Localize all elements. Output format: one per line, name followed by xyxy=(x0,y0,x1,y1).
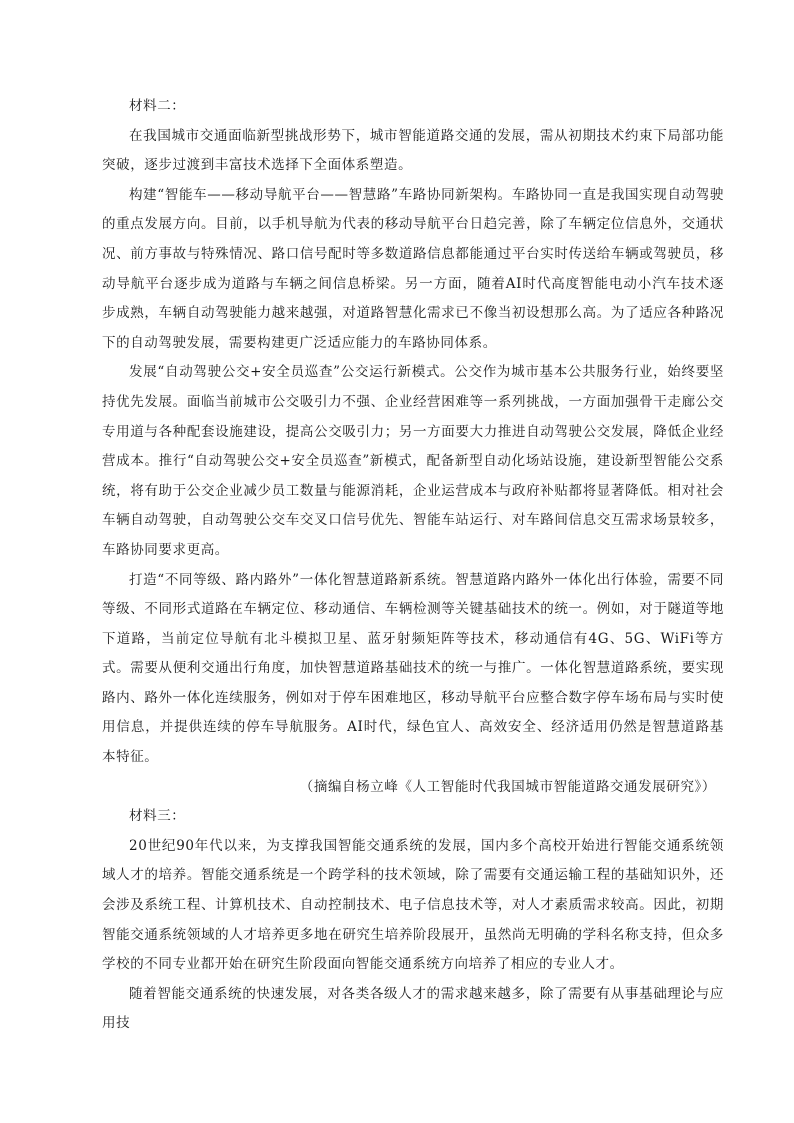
material2-paragraph-4: 打造“不同等级、路内路外”一体化智慧道路新系统。智慧道路内路外一体化出行体验，需要不同等级、不同形式道路在车辆定位、移动通信、车辆检测等关键基础技术的统一。例如，对于隧道等地下道路，当前定位导航有北斗模拟卫星、蓝牙射频矩阵等技术，移动通信有4G、5G、WiFi等方式。需要从便利交通出行角度，加快智慧道路基础技术的统一与推广。一体化智慧道路系统，要实现路内、路外一体化连续服务，例如对于停车困难地区，移动导航平台应整合数字停车场布局与实时使用信息，并提供连续的停车导航服务。AI时代，绿色宜人、高效安全、经济适用仍然是智慧道路基本特征。 xyxy=(102,571,724,766)
material3-heading: 材料三： xyxy=(129,808,186,825)
material3-paragraph-1: 20世纪90年代以来，为支撑我国智能交通系统的发展，国内多个高校开始进行智能交通系统领域人才的培养。智能交通系统是一个跨学科的技术领域，除了需要有交通运输工程的基础知识外，还会涉及系统工程、计算机技术、自动控制技术、电子信息技术等，对人才素质需求较高。因此，初期智能交通系统领域的人才培养更多地在研究生培养阶段展开，虽然尚无明确的学科名称支持，但众多学校的不同专业都开始在研究生阶段面向智能交通系统方向培养了相应的专业人才。 xyxy=(102,837,724,973)
material3-paragraph-2: 随着智能交通系统的快速发展，对各类各级人才的需求越来越多，除了需要有从事基础理论与应用技 xyxy=(102,985,724,1032)
document-page xyxy=(102,92,724,1039)
material2-paragraph-2: 构建“智能车——移动导航平台——智慧路”车路协同新架构。车路协同一直是我国实现自动驾驶的重点发展方向。目前，以手机导航为代表的移动导航平台日趋完善，除了车辆定位信息外，交通状况、前方事故与特殊情况、路口信号配时等多数道路信息都能通过平台实时传送给车辆或驾驶员，移动导航平台逐步成为道路与车辆之间信息桥梁。另一方面，随着AI时代高度智能电动小汽车技术逐步成熟，车辆自动驾驶能力越来越强，对道路智慧化需求已不像当初设想那么高。为了适应各种路况下的自动驾驶发展，需要构建更广泛适应能力的车路协同体系。 xyxy=(102,186,724,351)
material2-paragraph-1: 在我国城市交通面临新型挑战形势下，城市智能道路交通的发展，需从初期技术约束下局部功能突破，逐步过渡到丰富技术选择下全面体系塑造。 xyxy=(102,127,724,174)
material2-paragraph-3: 发展“自动驾驶公交+安全员巡查”公交运行新模式。公交作为城市基本公共服务行业，始终要坚持优先发展。面临当前城市公交吸引力不强、企业经营困难等一系列挑战，一方面加强骨干走廊公交专用道与各种配套设施建设，提高公交吸引力；另一方面要大力推进自动驾驶公交发展，降低企业经营成本。推行“自动驾驶公交+安全员巡查”新模式，配备新型自动化场站设施，建设新型智能公交系统，将有助于公交企业减少员工数量与能源消耗，企业运营成本与政府补贴都将显著降低。相对社会车辆自动驾驶，自动驾驶公交车交叉口信号优先、智能车站运行、对车路间信息交互需求场景较多，车路协同要求更高。 xyxy=(102,364,724,558)
material2-heading: 材料二： xyxy=(129,98,186,114)
material2-source-citation: （摘编自杨立峰《人工智能时代我国城市智能道路交通发展研究》） xyxy=(299,778,716,795)
